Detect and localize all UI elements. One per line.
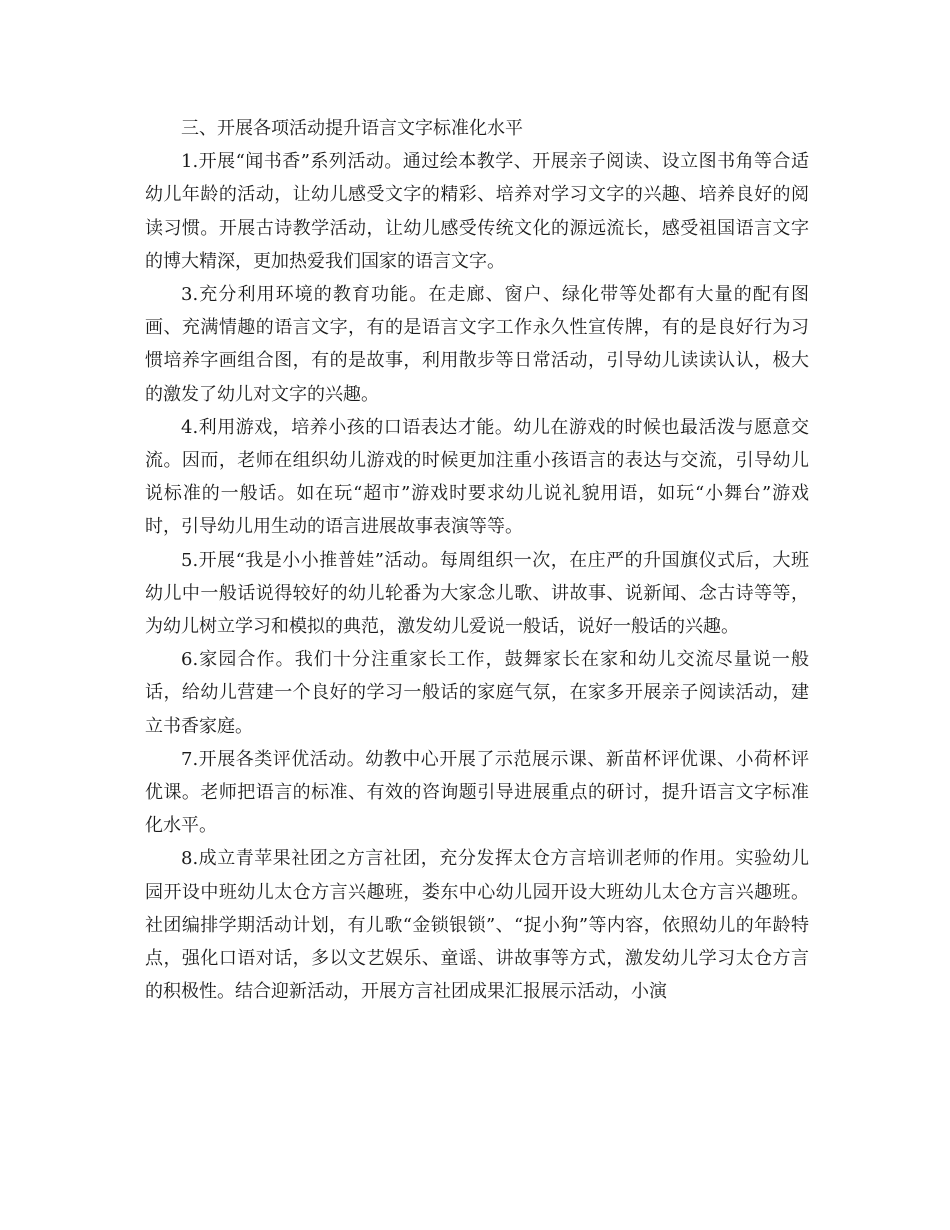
paragraph-3: 3.充分利用环境的教育功能。在走廊、窗户、绿化带等处都有大量的配有图画、充满情趣的语言文字，有的是语言文字工作永久性宣传牌，有的是良好行为习惯培养字画组合图，有的是故事，利用散步等日常活动，引导幼儿读读认认，极大的激发了幼儿对文字的兴趣。 — [145, 284, 809, 405]
section-heading: 三、开展各项活动提升语言文字标准化水平 — [181, 118, 523, 139]
paragraph-8: 8.成立青苹果社团之方言社团，充分发挥太仓方言培训老师的作用。实验幼儿园开设中班幼儿太仓方言兴趣班，娄东中心幼儿园开设大班幼儿太仓方言兴趣班。社团编排学期活动计划，有儿歌“金锁银锁”、“捉小狗”等内容，依照幼儿的年龄特点，强化口语对话，多以文艺娱乐、童谣、讲故事等方式，激发幼儿学习太仓方言的积极性。结合迎新活动，开展方言社团成果汇报展示活动，小演 — [145, 848, 809, 1003]
document-page — [145, 112, 809, 1008]
paragraph-7: 7.开展各类评优活动。幼教中心开展了示范展示课、新苗杯评优课、小荷杯评优课。老师把语言的标准、有效的咨询题引导进展重点的研讨，提升语言文字标准化水平。 — [145, 748, 809, 837]
paragraph-4: 4.利用游戏，培养小孩的口语表达才能。幼儿在游戏的时候也最活泼与愿意交流。因而，老师在组织幼儿游戏的时候更加注重小孩语言的表达与交流，引导幼儿说标准的一般话。如在玩“超市”游戏时要求幼儿说礼貌用语，如玩“小舞台”游戏时，引导幼儿用生动的语言进展故事表演等等。 — [145, 416, 809, 538]
paragraph-6: 6.家园合作。我们十分注重家长工作，鼓舞家长在家和幼儿交流尽量说一般话，给幼儿营建一个良好的学习一般话的家庭气氛，在家多开展亲子阅读活动，建立书香家庭。 — [145, 649, 809, 737]
paragraph-1: 1.开展“闻书香”系列活动。通过绘本教学、开展亲子阅读、设立图书角等合适幼儿年龄的活动，让幼儿感受文字的精彩、培养对学习文字的兴趣、培养良好的阅读习惯。开展古诗教学活动，让幼儿感受传统文化的源远流长，感受祖国语言文字的博大精深，更加热爱我们国家的语言文字。 — [145, 151, 809, 272]
paragraph-5: 5.开展“我是小小推普娃”活动。每周组织一次，在庄严的升国旗仪式后，大班幼儿中一般话说得较好的幼儿轮番为大家念儿歌、讲故事、说新闻、念古诗等等，为幼儿树立学习和模拟的典范，激发幼儿爱说一般话，说好一般话的兴趣。 — [145, 549, 809, 638]
